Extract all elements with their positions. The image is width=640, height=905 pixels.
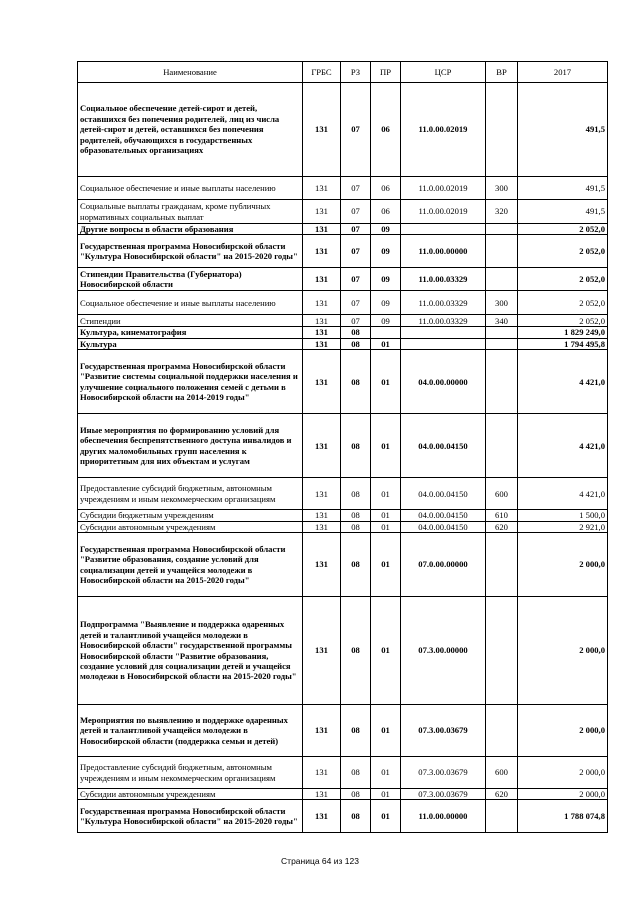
cell-2017: 4 421,0 — [518, 350, 608, 414]
cell-2017: 1 794 495,8 — [518, 338, 608, 349]
cell-grbs: 131 — [303, 83, 341, 177]
cell-pr: 01 — [371, 597, 401, 705]
cell-grbs: 131 — [303, 327, 341, 338]
table-row — [78, 177, 608, 200]
table-row — [78, 800, 608, 833]
header-rz: РЗ — [341, 62, 371, 83]
cell-vr — [486, 83, 518, 177]
cell-vr: 620 — [486, 521, 518, 532]
cell-2017: 2 000,0 — [518, 705, 608, 757]
table-row — [78, 521, 608, 532]
table-row — [78, 200, 608, 224]
header-pr: ПР — [371, 62, 401, 83]
cell-csr: 04.0.00.04150 — [401, 521, 486, 532]
cell-rz: 08 — [341, 327, 371, 338]
cell-pr: 01 — [371, 478, 401, 510]
budget-table — [77, 61, 608, 833]
cell-name: Культура, кинематография — [78, 327, 303, 338]
cell-vr — [486, 338, 518, 349]
cell-pr: 09 — [371, 235, 401, 268]
cell-name: Другие вопросы в области образования — [78, 224, 303, 235]
cell-grbs: 131 — [303, 521, 341, 532]
table-row — [78, 597, 608, 705]
header-row — [78, 62, 608, 83]
cell-grbs: 131 — [303, 268, 341, 291]
cell-2017: 2 000,0 — [518, 597, 608, 705]
cell-name: Субсидии бюджетным учреждениям — [78, 510, 303, 521]
cell-vr — [486, 533, 518, 597]
cell-rz: 08 — [341, 533, 371, 597]
table-row — [78, 327, 608, 338]
cell-csr — [401, 338, 486, 349]
cell-vr — [486, 705, 518, 757]
cell-csr: 11.0.00.02019 — [401, 200, 486, 224]
cell-vr — [486, 350, 518, 414]
cell-rz: 08 — [341, 338, 371, 349]
cell-vr: 610 — [486, 510, 518, 521]
cell-2017: 1 788 074,8 — [518, 800, 608, 833]
cell-2017: 2 921,0 — [518, 521, 608, 532]
cell-name: Подпрограмма "Выявление и поддержка одаренных детей и талантливой учащейся молодежи в Новосибирской области" государственной программы Новосибирской области "Развитие образования, создание условий для социализации детей и учащейся молодежи в Новосибирской области на 2015-2020 годы" — [78, 597, 303, 705]
cell-2017: 2 000,0 — [518, 789, 608, 800]
cell-grbs: 131 — [303, 224, 341, 235]
cell-vr — [486, 597, 518, 705]
cell-name: Предоставление субсидий бюджетным, автономным учреждениям и иным некоммерческим организациям — [78, 757, 303, 789]
cell-grbs: 131 — [303, 789, 341, 800]
cell-2017: 491,5 — [518, 177, 608, 200]
cell-csr: 11.0.00.02019 — [401, 177, 486, 200]
table-header — [78, 62, 608, 83]
cell-csr: 11.0.00.02019 — [401, 83, 486, 177]
cell-csr: 07.3.00.03679 — [401, 757, 486, 789]
cell-2017: 4 421,0 — [518, 478, 608, 510]
cell-pr: 09 — [371, 315, 401, 327]
cell-vr: 340 — [486, 315, 518, 327]
cell-vr: 300 — [486, 177, 518, 200]
cell-name: Мероприятия по выявлению и поддержке одаренных детей и талантливой учащейся молодежи в Новосибирской области (поддержка семьи и детей) — [78, 705, 303, 757]
cell-name: Культура — [78, 338, 303, 349]
cell-grbs: 131 — [303, 177, 341, 200]
table-row — [78, 350, 608, 414]
cell-rz: 07 — [341, 83, 371, 177]
cell-grbs: 131 — [303, 200, 341, 224]
cell-2017: 2 000,0 — [518, 533, 608, 597]
cell-csr — [401, 327, 486, 338]
cell-vr: 600 — [486, 757, 518, 789]
table-row — [78, 338, 608, 349]
cell-grbs: 131 — [303, 291, 341, 315]
cell-csr: 11.0.00.00000 — [401, 800, 486, 833]
cell-rz: 08 — [341, 800, 371, 833]
cell-2017: 1 829 249,0 — [518, 327, 608, 338]
cell-2017: 2 000,0 — [518, 757, 608, 789]
cell-csr: 04.0.00.04150 — [401, 414, 486, 478]
cell-vr: 300 — [486, 291, 518, 315]
cell-name: Стипендии Правительства (Губернатора) Новосибирской области — [78, 268, 303, 291]
table-row — [78, 533, 608, 597]
cell-2017: 1 500,0 — [518, 510, 608, 521]
cell-name: Социальное обеспечение детей-сирот и детей, оставшихся без попечения родителей, лиц из числа детей-сирот и детей, оставшихся без попечения родителей, обучающихся в государственных образовательных организациях — [78, 83, 303, 177]
table-row — [78, 705, 608, 757]
cell-pr: 06 — [371, 177, 401, 200]
header-csr: ЦСР — [401, 62, 486, 83]
cell-csr: 04.0.00.04150 — [401, 478, 486, 510]
cell-pr: 01 — [371, 533, 401, 597]
cell-csr: 07.3.00.03679 — [401, 789, 486, 800]
cell-grbs: 131 — [303, 510, 341, 521]
cell-rz: 07 — [341, 268, 371, 291]
cell-csr: 11.0.00.00000 — [401, 235, 486, 268]
cell-vr — [486, 235, 518, 268]
cell-pr: 09 — [371, 291, 401, 315]
cell-grbs: 131 — [303, 597, 341, 705]
cell-grbs: 131 — [303, 235, 341, 268]
cell-grbs: 131 — [303, 338, 341, 349]
table-row — [78, 510, 608, 521]
cell-pr: 01 — [371, 414, 401, 478]
cell-2017: 2 052,0 — [518, 224, 608, 235]
page-footer: Страница 64 из 123 — [281, 856, 359, 866]
cell-grbs: 131 — [303, 315, 341, 327]
cell-name: Иные мероприятия по формированию условий для обеспечения беспрепятственного доступа инвалидов и других маломобильных групп населения к приоритетным для них объектам и услугам — [78, 414, 303, 478]
cell-pr: 09 — [371, 224, 401, 235]
cell-name: Государственная программа Новосибирской области "Развитие системы социальной поддержки населения и улучшение социального положения семей с детьми в Новосибирской области на 2014-2019 годы" — [78, 350, 303, 414]
cell-name: Государственная программа Новосибирской области "Развитие образования, создание условий для социализации детей и учащейся молодежи в Новосибирской области на 2015-2020 годы" — [78, 533, 303, 597]
cell-vr: 620 — [486, 789, 518, 800]
cell-name: Социальное обеспечение и иные выплаты населению — [78, 177, 303, 200]
cell-2017: 2 052,0 — [518, 268, 608, 291]
cell-pr: 01 — [371, 338, 401, 349]
cell-rz: 07 — [341, 224, 371, 235]
cell-pr — [371, 327, 401, 338]
cell-vr — [486, 224, 518, 235]
cell-csr: 11.0.00.03329 — [401, 291, 486, 315]
cell-2017: 491,5 — [518, 83, 608, 177]
cell-grbs: 131 — [303, 478, 341, 510]
cell-rz: 07 — [341, 177, 371, 200]
cell-vr — [486, 327, 518, 338]
cell-name: Социальное обеспечение и иные выплаты населению — [78, 291, 303, 315]
cell-pr: 01 — [371, 350, 401, 414]
cell-pr: 06 — [371, 200, 401, 224]
header-grbs: ГРБС — [303, 62, 341, 83]
cell-grbs: 131 — [303, 350, 341, 414]
cell-pr: 06 — [371, 83, 401, 177]
cell-rz: 08 — [341, 597, 371, 705]
table-row — [78, 757, 608, 789]
table-row — [78, 414, 608, 478]
cell-2017: 2 052,0 — [518, 315, 608, 327]
cell-csr: 07.0.00.00000 — [401, 533, 486, 597]
cell-grbs: 131 — [303, 533, 341, 597]
table-row — [78, 235, 608, 268]
cell-rz: 07 — [341, 235, 371, 268]
cell-rz: 08 — [341, 521, 371, 532]
cell-rz: 08 — [341, 478, 371, 510]
cell-rz: 08 — [341, 757, 371, 789]
cell-rz: 08 — [341, 350, 371, 414]
cell-name: Государственная программа Новосибирской области "Культура Новосибирской области" на 2015-2020 годы" — [78, 235, 303, 268]
cell-name: Государственная программа Новосибирской области "Культура Новосибирской области" на 2015-2020 годы" — [78, 800, 303, 833]
cell-pr: 09 — [371, 268, 401, 291]
cell-rz: 08 — [341, 510, 371, 521]
cell-vr — [486, 268, 518, 291]
cell-csr: 07.3.00.03679 — [401, 705, 486, 757]
cell-rz: 07 — [341, 315, 371, 327]
cell-grbs: 131 — [303, 414, 341, 478]
cell-pr: 01 — [371, 757, 401, 789]
table-row — [78, 224, 608, 235]
cell-csr — [401, 224, 486, 235]
cell-vr: 600 — [486, 478, 518, 510]
cell-2017: 2 052,0 — [518, 235, 608, 268]
cell-pr: 01 — [371, 705, 401, 757]
cell-name: Социальные выплаты гражданам, кроме публичных нормативных социальных выплат — [78, 200, 303, 224]
table-row — [78, 268, 608, 291]
cell-name: Субсидии автономным учреждениям — [78, 521, 303, 532]
cell-pr: 01 — [371, 800, 401, 833]
cell-vr — [486, 414, 518, 478]
table-row — [78, 478, 608, 510]
cell-rz: 08 — [341, 789, 371, 800]
cell-name: Субсидии автономным учреждениям — [78, 789, 303, 800]
cell-pr: 01 — [371, 521, 401, 532]
header-vr: ВР — [486, 62, 518, 83]
cell-csr: 11.0.00.03329 — [401, 315, 486, 327]
cell-csr: 04.0.00.04150 — [401, 510, 486, 521]
table-row — [78, 315, 608, 327]
cell-rz: 07 — [341, 291, 371, 315]
cell-vr: 320 — [486, 200, 518, 224]
cell-name: Стипендии — [78, 315, 303, 327]
cell-rz: 08 — [341, 414, 371, 478]
cell-grbs: 131 — [303, 757, 341, 789]
cell-grbs: 131 — [303, 705, 341, 757]
cell-name: Предоставление субсидий бюджетным, автономным учреждениям и иным некоммерческим организациям — [78, 478, 303, 510]
header-year-2017: 2017 — [518, 62, 608, 83]
cell-grbs: 131 — [303, 800, 341, 833]
cell-csr: 11.0.00.03329 — [401, 268, 486, 291]
cell-csr: 04.0.00.00000 — [401, 350, 486, 414]
cell-rz: 08 — [341, 705, 371, 757]
table-row — [78, 83, 608, 177]
cell-pr: 01 — [371, 510, 401, 521]
cell-2017: 491,5 — [518, 200, 608, 224]
cell-pr: 01 — [371, 789, 401, 800]
cell-2017: 4 421,0 — [518, 414, 608, 478]
table-row — [78, 291, 608, 315]
cell-rz: 07 — [341, 200, 371, 224]
header-name: Наименование — [78, 62, 303, 83]
cell-2017: 2 052,0 — [518, 291, 608, 315]
cell-vr — [486, 800, 518, 833]
table-row — [78, 789, 608, 800]
cell-csr: 07.3.00.00000 — [401, 597, 486, 705]
table-body — [78, 83, 608, 833]
